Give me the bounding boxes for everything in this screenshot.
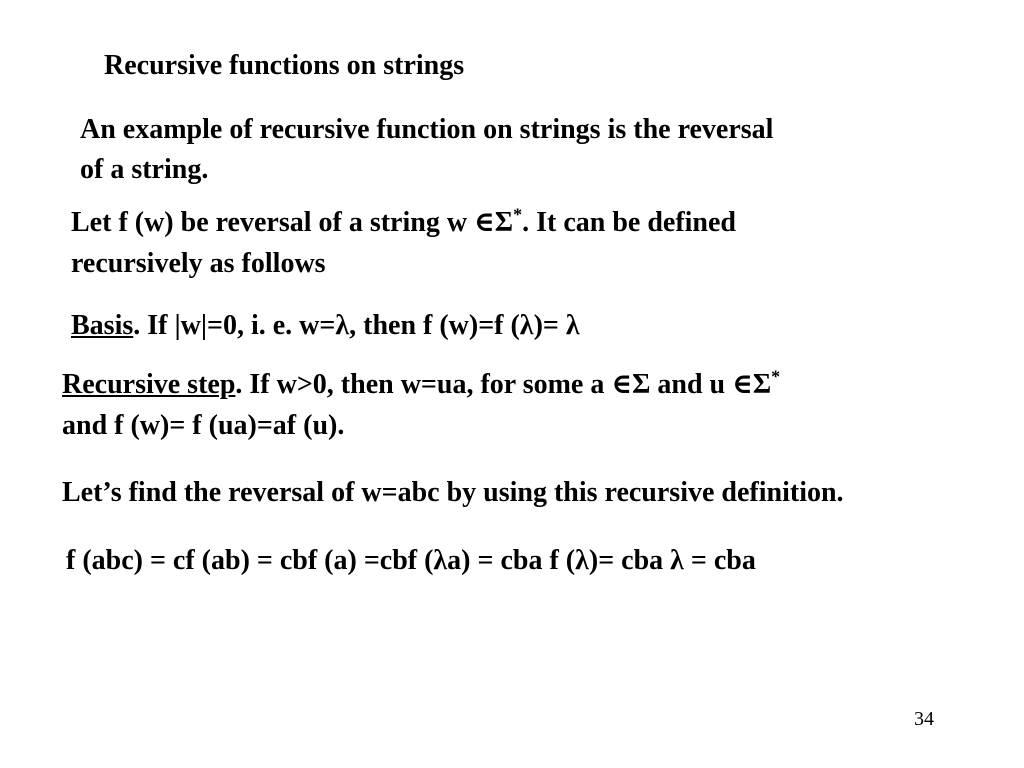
definition-main: f (w) be reversal of a string w ∈Σ — [118, 207, 514, 238]
recursive-step-label: Recursive step — [62, 369, 236, 400]
definition-line-2: recursively as follows — [71, 248, 326, 279]
basis-text: . If |w|=0, i. e. w=λ, then f (w)=f (λ)= λ — [133, 310, 580, 341]
example-prompt: Let’s find the reversal of w=abc by using this recursive definition. — [62, 477, 844, 508]
kleene-star: * — [513, 204, 523, 225]
definition-prefix: Let — [71, 207, 119, 238]
recursive-step-line-2: and f (w)= f (ua)=af (u). — [62, 410, 345, 441]
slide-title: Recursive functions on strings — [104, 50, 465, 81]
kleene-star: * — [771, 366, 781, 387]
definition-line-1 — [71, 204, 736, 239]
intro-line-2: of a string. — [80, 154, 209, 185]
definition-suffix: . It can be defined — [522, 207, 736, 238]
example-calculation: f (abc) = cf (ab) = cbf (a) =cbf (λa) = cba f (λ)= cba λ = cba — [66, 545, 756, 576]
recursive-step-text: . If w>0, then w=ua, for some a ∈Σ and u ∈Σ — [235, 369, 772, 400]
basis-label: Basis — [71, 310, 134, 341]
recursive-step-line-1 — [62, 366, 781, 401]
page-number: 34 — [914, 708, 934, 730]
basis-line — [71, 310, 580, 342]
intro-line-1: An example of recursive function on strings is the reversal — [80, 114, 774, 145]
